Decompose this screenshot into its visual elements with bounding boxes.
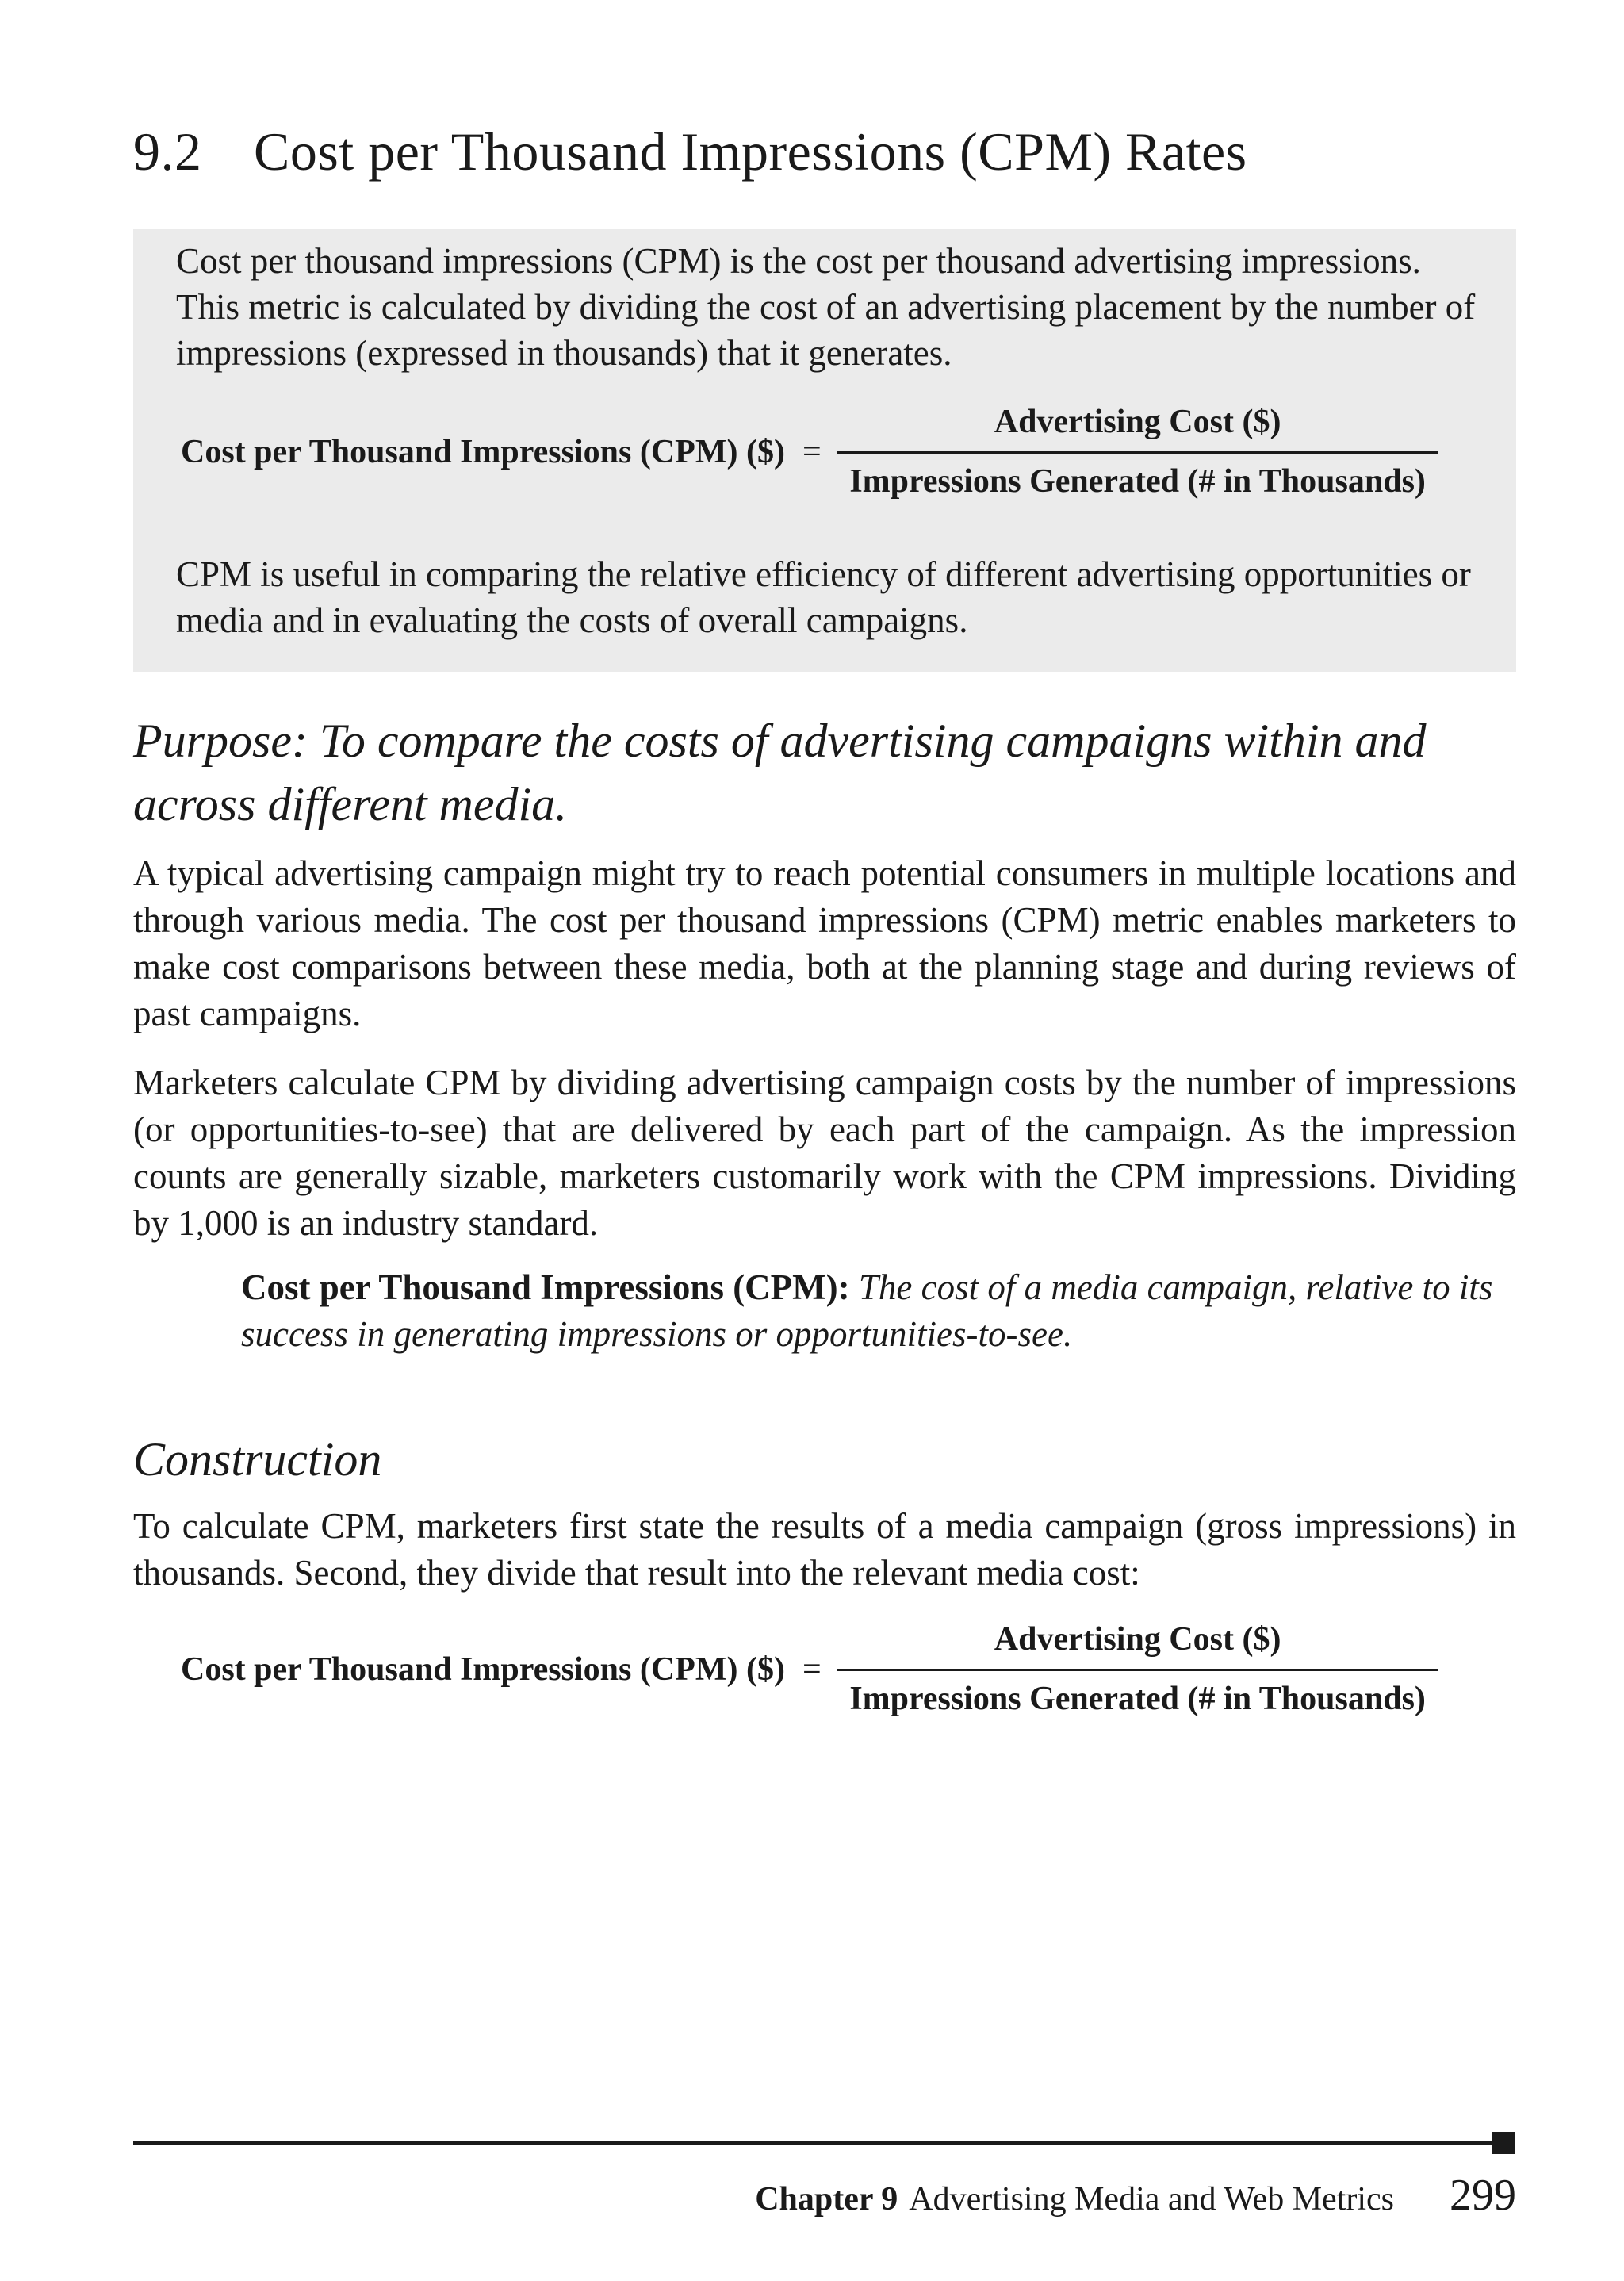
formula-denominator: Impressions Generated (# in Thousands)	[849, 1681, 1426, 1717]
definition-block	[241, 1264, 1510, 1358]
formula-fraction	[837, 1620, 1438, 1719]
summary-formula	[181, 402, 1438, 501]
footer-square-mark	[1492, 2132, 1515, 2154]
formula-equals: =	[802, 433, 822, 470]
formula-fraction	[837, 402, 1438, 501]
definition-text: The cost of a media campaign, relative to its success in generating impressions or opportunities-to-see.	[241, 1267, 1493, 1354]
footer-chapter: Chapter 9	[755, 2181, 898, 2218]
purpose-heading: Purpose: To compare the costs of advertising campaigns within and across different media.	[133, 715, 1427, 830]
section-title	[133, 121, 1247, 183]
formula-lhs: Cost per Thousand Impressions (CPM) ($)	[181, 1650, 785, 1688]
page-number: 299	[1450, 2171, 1516, 2220]
section-number: 9.2	[133, 121, 202, 182]
section-title-text: Cost per Thousand Impressions (CPM) Rates	[254, 121, 1247, 182]
summary-use: CPM is useful in comparing the relative efficiency of different advertising opportunities or media and in evaluating the costs of overall campaigns.	[176, 554, 1471, 640]
construction-formula	[181, 1620, 1438, 1719]
formula-numerator: Advertising Cost ($)	[994, 404, 1281, 440]
formula-denominator: Impressions Generated (# in Thousands)	[849, 463, 1426, 500]
footer-chapter-title: Advertising Media and Web Metrics	[909, 2181, 1394, 2218]
construction-heading: Construction	[133, 1433, 382, 1486]
formula-equals: =	[802, 1650, 822, 1688]
page-footer	[755, 2170, 1516, 2221]
formula-numerator: Advertising Cost ($)	[994, 1621, 1281, 1658]
formula-lhs: Cost per Thousand Impressions (CPM) ($)	[181, 433, 785, 470]
summary-box	[133, 229, 1516, 672]
definition-term: Cost per Thousand Impressions (CPM):	[241, 1267, 850, 1307]
purpose-paragraph-1: A typical advertising campaign might try to reach potential consumers in multiple locations and through various media. The cost per thousand impressions (CPM) metric enables marketers to make cost comparisons between these media, both at the planning stage and during reviews of past campaigns.	[133, 853, 1516, 1033]
footer-rule	[133, 2141, 1505, 2145]
construction-paragraph: To calculate CPM, marketers first state the results of a media campaign (gross impressions) in thousands. Second, they divide that result into the relevant media cost:	[133, 1506, 1516, 1593]
summary-lead: Cost per thousand impressions (CPM) is the cost per thousand advertising impressions. This metric is calculated by dividing the cost of an advertising placement by the number of impressions (expressed in thousands) that it generates.	[176, 241, 1476, 373]
purpose-paragraph-2: Marketers calculate CPM by dividing advertising campaign costs by the number of impressions (or opportunities-to-see) that are delivered by each part of the campaign. As the impression counts are generally sizable, marketers customarily work with the CPM impressions. Dividing by 1,000 is an industry standard.	[133, 1063, 1516, 1243]
